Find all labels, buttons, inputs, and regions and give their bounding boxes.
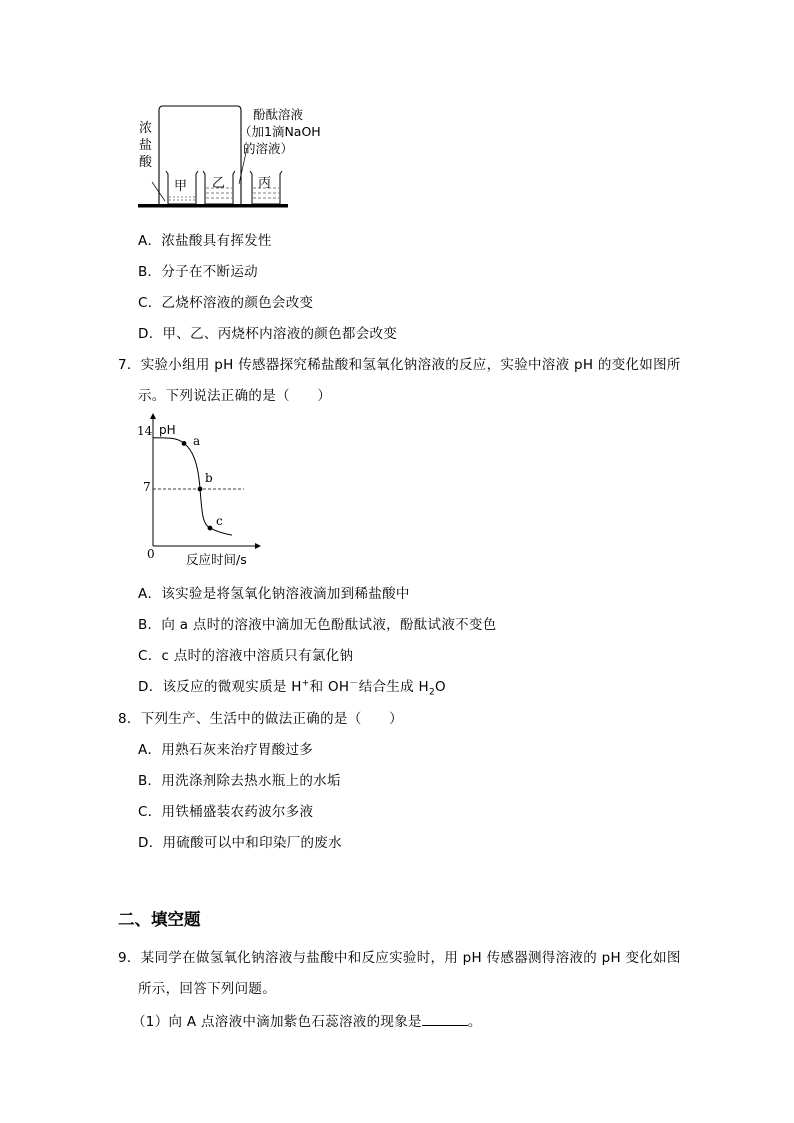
q7-option-d: [138, 675, 446, 698]
left-label-line: 酸: [139, 155, 153, 170]
y-axis-label: pH: [159, 423, 176, 437]
right-label-line: 的溶液）: [243, 141, 294, 156]
right-label-line: （加1滴NaOH: [239, 124, 321, 139]
q7-stem-line2: 示。下列说法正确的是（ ）: [138, 388, 332, 404]
q7-d-sub-2: 2: [428, 687, 435, 698]
q9-sub1-text: （1）向 A 点溶液中滴加紫色石蕊溶液的现象是: [132, 1014, 422, 1030]
q8-option-b: B．用洗涤剂除去热水瓶上的水垢: [138, 773, 341, 789]
q9-sub1-end: 。: [467, 1014, 482, 1030]
left-label-line: 盐: [139, 138, 153, 153]
x-axis-label: 反应时间/s: [186, 552, 247, 567]
q7-d-text-2: 和 OH: [309, 679, 350, 695]
ph-chart: [134, 410, 264, 570]
section-title: 二、填空题: [118, 910, 201, 929]
q7-d-text-3: 结合生成 H: [358, 679, 429, 695]
point-a: [182, 441, 187, 446]
q7-d-text-4: O: [434, 679, 446, 695]
answer-blank[interactable]: [422, 1013, 468, 1026]
q6-option-d: D．甲、乙、丙烧杯内溶液的颜色都会改变: [138, 326, 398, 342]
origin-label: 0: [147, 547, 155, 561]
beaker-label-bing: 丙: [258, 176, 272, 191]
q7-stem-line1: 7．实验小组用 pH 传感器探究稀盐酸和氢氧化钠溶液的反应，实验中溶液 pH 的变化如图所: [118, 357, 681, 373]
right-label: [239, 106, 321, 157]
apparatus-figure: [135, 104, 335, 214]
q6-option-c: C．乙烧杯溶液的颜色会改变: [138, 295, 314, 311]
q6-option-a: A．浓盐酸具有挥发性: [138, 233, 272, 249]
point-label-a: a: [193, 434, 201, 448]
q8-option-d: D．用硫酸可以中和印染厂的废水: [138, 835, 342, 851]
point-b: [198, 487, 203, 492]
beaker-label-yi: 乙: [212, 176, 226, 191]
right-label-line: 酚酞溶液: [253, 107, 304, 122]
q8-stem: 8．下列生产、生活中的做法正确的是（ ）: [118, 711, 403, 727]
q7-option-c: C．c 点时的溶液中溶质只有氯化钠: [138, 648, 354, 664]
q7-d-sup-minus: －: [349, 678, 359, 689]
q7-d-text-1: D．该反应的微观实质是 H: [138, 679, 302, 695]
point-label-b: b: [205, 471, 213, 485]
point-c: [208, 526, 213, 531]
q8-option-a: A．用熟石灰来治疗胃酸过多: [138, 742, 314, 758]
left-label: [139, 120, 152, 171]
point-label-c: c: [216, 514, 223, 528]
q8-option-c: C．用铁桶盛装农药波尔多液: [138, 804, 314, 820]
q9-sub1: [132, 1010, 482, 1030]
q6-option-b: B．分子在不断运动: [138, 264, 258, 280]
y-tick-14: 14: [137, 424, 153, 438]
q9-stem-line1: 9．某同学在做氢氧化钠溶液与盐酸中和反应实验时，用 pH 传感器测得溶液的 pH 变化如图: [118, 950, 681, 966]
q7-d-sup-plus: +: [301, 678, 310, 689]
q9-stem-line2: 所示，回答下列问题。: [138, 981, 276, 997]
q7-option-b: B．向 a 点时的溶液中滴加无色酚酞试液，酚酞试液不变色: [138, 617, 497, 633]
left-label-line: 浓: [139, 121, 153, 136]
beaker-label-jia: 甲: [174, 179, 188, 194]
q7-option-a: A．该实验是将氢氧化钠溶液滴加到稀盐酸中: [138, 586, 410, 602]
y-tick-7: 7: [143, 480, 151, 494]
